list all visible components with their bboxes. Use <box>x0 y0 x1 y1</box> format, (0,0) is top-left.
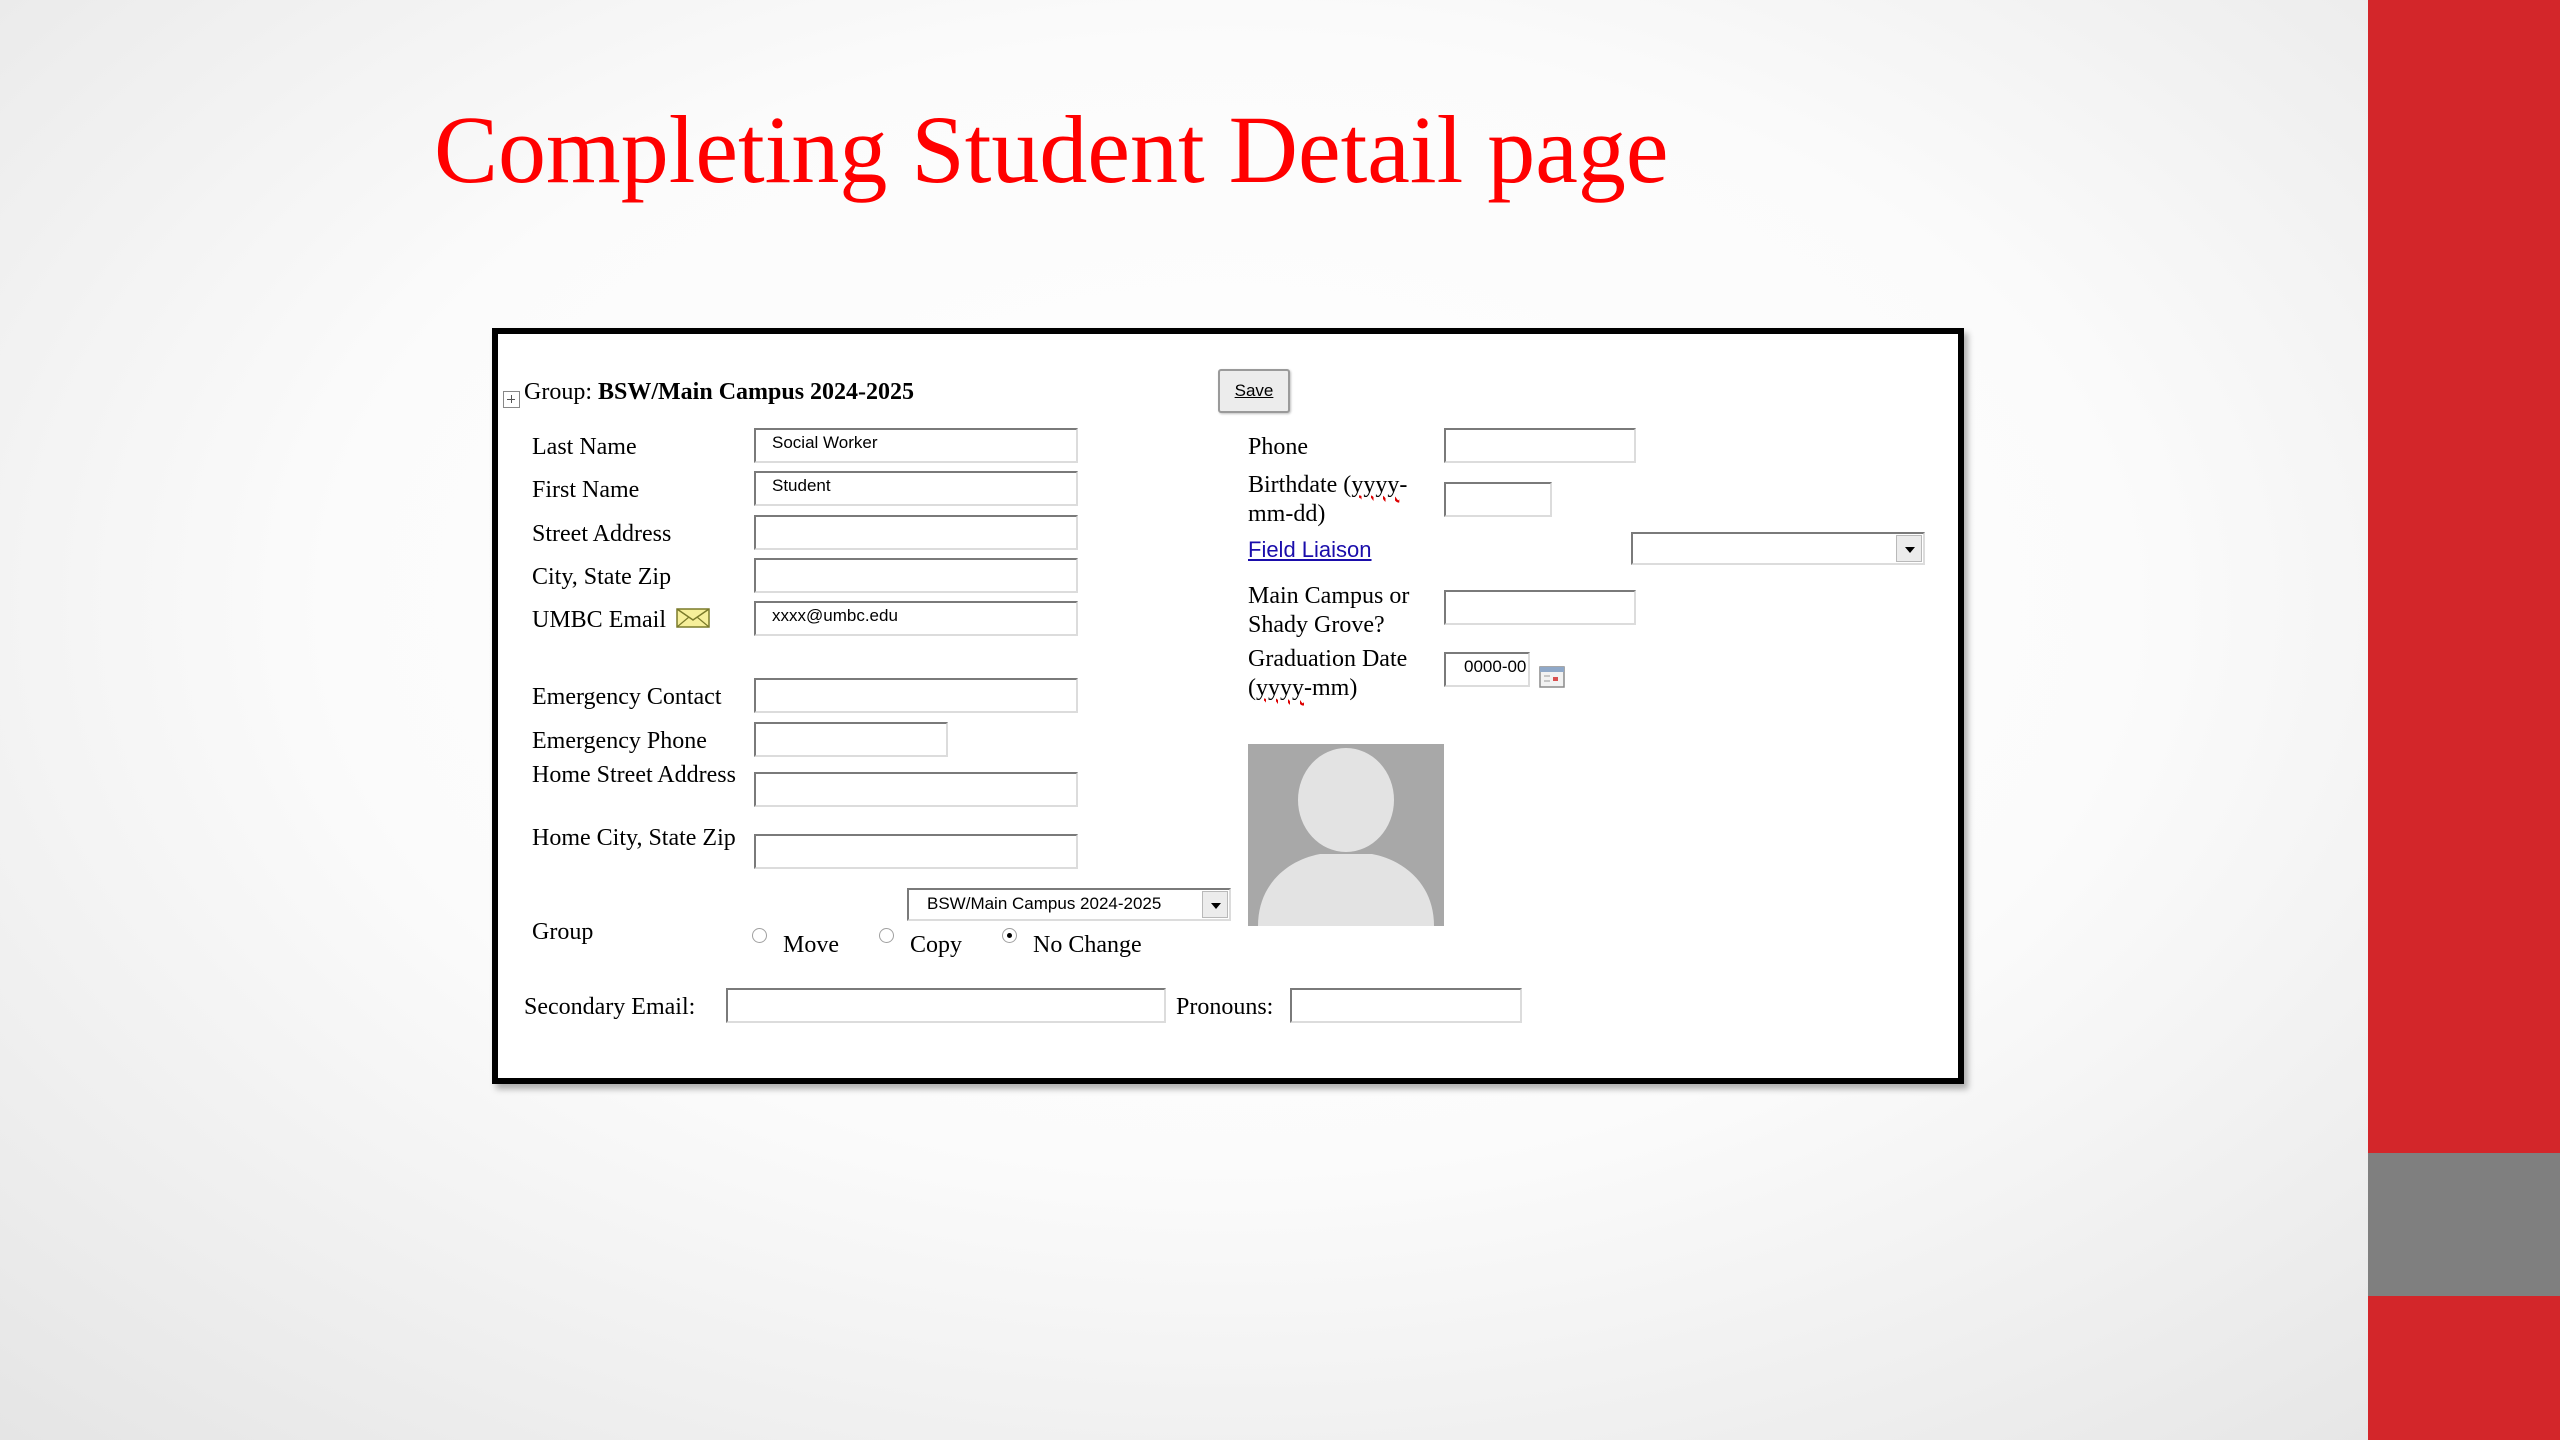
save-button-label: Save <box>1234 381 1274 400</box>
home-city-state-zip-field[interactable] <box>754 834 1078 869</box>
radio-copy-label: Copy <box>910 932 963 958</box>
group-label: Group <box>532 919 594 945</box>
secondary-email-label: Secondary Email: <box>524 994 696 1020</box>
student-detail-form <box>492 328 1964 1084</box>
calendar-icon[interactable] <box>1538 664 1568 690</box>
umbc-email-label-text: UMBC Email <box>532 607 667 633</box>
graduation-date-label-suffix: -mm) <box>1304 675 1358 701</box>
field-liaison-link[interactable] <box>1248 537 1372 563</box>
radio-move-label: Move <box>783 932 839 958</box>
radio-copy-circle[interactable] <box>879 928 894 943</box>
field-liaison-link-text[interactable]: Field Liaison <box>1248 537 1372 562</box>
group-header-label: Group: <box>524 379 592 405</box>
first-name-label: First Name <box>532 477 640 503</box>
person-silhouette-icon <box>1248 744 1444 926</box>
emergency-contact-label: Emergency Contact <box>532 684 722 710</box>
radio-move-circle[interactable] <box>752 928 767 943</box>
first-name-field[interactable]: Student <box>754 471 1078 506</box>
group-header-name: BSW/Main Campus 2024-2025 <box>598 379 915 405</box>
last-name-label: Last Name <box>532 434 637 460</box>
save-button[interactable] <box>1218 369 1290 413</box>
street-address-field[interactable] <box>754 515 1078 550</box>
envelope-icon[interactable] <box>676 607 712 629</box>
radio-no-change-circle[interactable] <box>1002 928 1017 943</box>
chevron-down-icon[interactable] <box>1896 535 1922 562</box>
city-state-zip-label: City, State Zip <box>532 564 672 590</box>
pronouns-label: Pronouns: <box>1176 994 1274 1020</box>
field-liaison-select[interactable] <box>1631 532 1925 565</box>
avatar <box>1248 744 1444 926</box>
campus-label: Main Campus or Shady Grove? <box>1248 583 1410 638</box>
home-street-address-label: Home Street Address <box>532 762 736 788</box>
phone-field[interactable] <box>1444 428 1636 463</box>
emergency-phone-field[interactable] <box>754 722 948 757</box>
last-name-field[interactable]: Social Worker <box>754 428 1078 463</box>
birthdate-label-suffix: -mm-dd) <box>1248 472 1408 527</box>
radio-copy[interactable] <box>879 932 962 959</box>
group-radio-group <box>752 932 1176 959</box>
city-state-zip-field[interactable] <box>754 558 1078 593</box>
umbc-email-label <box>532 606 712 635</box>
campus-field[interactable] <box>1444 590 1636 625</box>
phone-label: Phone <box>1248 434 1308 460</box>
street-address-label: Street Address <box>532 521 672 547</box>
group-header <box>524 378 914 407</box>
graduation-date-label-prefix: Graduation Date ( <box>1248 646 1408 701</box>
secondary-email-field[interactable] <box>726 988 1166 1023</box>
sidebar-gray-block <box>2368 1153 2560 1296</box>
radio-move[interactable] <box>752 932 839 959</box>
birthdate-format-text: yyyy <box>1351 472 1400 498</box>
slide-title: Completing Student Detail page <box>434 96 1669 203</box>
birthdate-label-prefix: Birthdate ( <box>1248 472 1352 498</box>
birthdate-label <box>1248 471 1438 529</box>
emergency-contact-field[interactable] <box>754 678 1078 713</box>
pronouns-field[interactable] <box>1290 988 1522 1023</box>
emergency-phone-label: Emergency Phone <box>532 728 707 754</box>
radio-no-change-label: No Change <box>1033 932 1142 958</box>
group-select[interactable] <box>907 888 1231 921</box>
chevron-down-icon[interactable] <box>1202 891 1228 918</box>
graduation-format-text: yyyy <box>1256 675 1304 701</box>
graduation-date-field[interactable]: 0000-00 <box>1444 652 1530 687</box>
slide-sidebar-accent <box>2368 0 2560 1440</box>
group-select-value: BSW/Main Campus 2024-2025 <box>927 894 1162 913</box>
expand-plus-icon[interactable] <box>503 391 520 408</box>
home-street-address-field[interactable] <box>754 772 1078 807</box>
umbc-email-field[interactable]: xxxx@umbc.edu <box>754 601 1078 636</box>
radio-no-change[interactable] <box>1002 932 1142 959</box>
birthdate-field[interactable] <box>1444 482 1552 517</box>
graduation-date-label <box>1248 645 1438 703</box>
home-city-state-zip-label: Home City, State Zip <box>532 825 736 851</box>
